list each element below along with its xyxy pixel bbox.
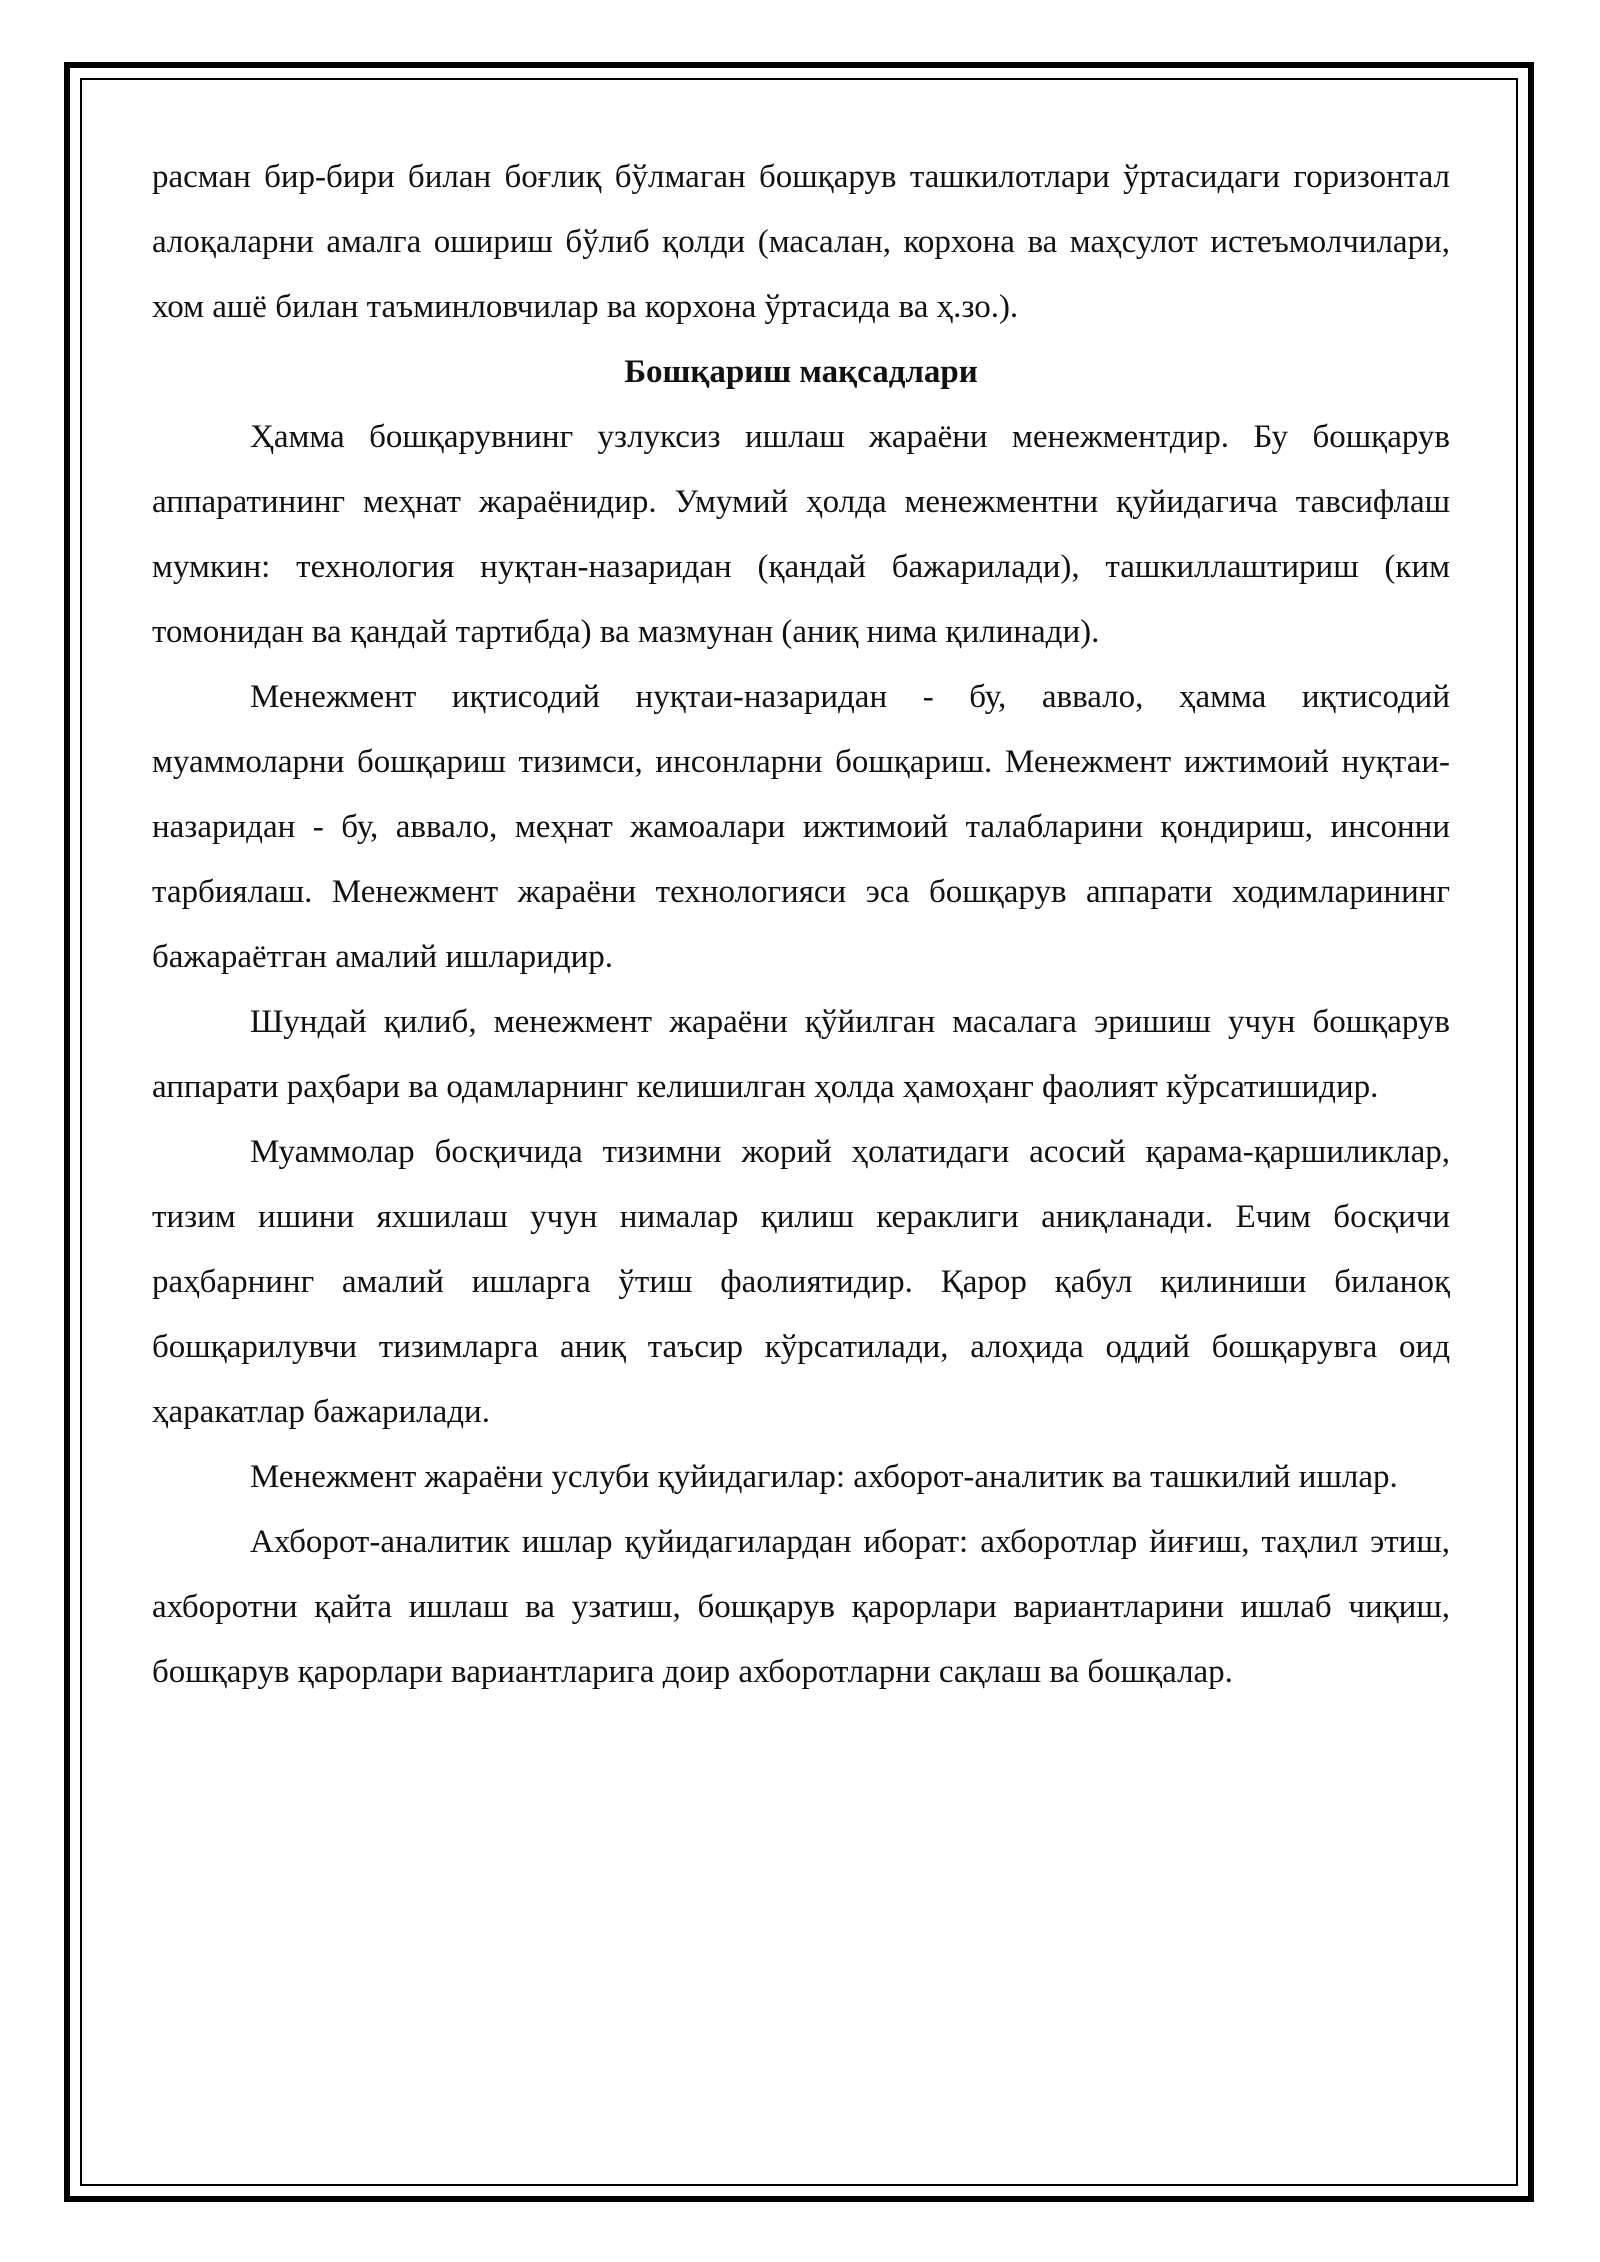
paragraph: Менежмент жараёни услуби қуйидагилар: ахборот-аналитик ва ташкилий ишлар.	[250, 1459, 1398, 1495]
paragraph: Ҳамма бошқарувнинг узлуксиз ишлаш жараёни менежментдир. Бу бошқарув аппаратининг меҳнат жараёнидир. Умумий ҳолда менежментни қуйидагича тавсифлаш мумкин: технология нуқтан-назаридан (қандай бажарилади), ташкиллаштириш (ким томонидан ва қандай тартибда) ва мазмунан (аниқ нима қилинади).	[152, 419, 1450, 650]
paragraph: Шундай қилиб, менежмент жараёни қўйилган масалага эришиш учун бошқарув аппарати раҳбари ва одамларнинг келишилган ҳолда ҳамоҳанг фаолият кўрсатишидир.	[152, 1004, 1450, 1105]
paragraph: Менежмент иқтисодий нуқтаи-назаридан - бу, аввало, ҳамма иқтисодий муаммоларни бошқариш тизимси, инсонларни бошқариш. Менежмент ижтимоий нуқтаи-назаридан - бу, аввало, меҳнат жамоалари ижтимоий талабларини қондириш, инсонни тарбиялаш. Менежмент жараёни технологияси эса бошқарув аппарати ходимларининг бажараётган амалий ишларидир.	[152, 679, 1450, 975]
document-body	[152, 145, 1450, 1705]
paragraph-continuation: расман бир-бири билан боғлиқ бўлмаган бошқарув ташкилотлари ўртасидаги горизонтал алоқаларни амалга ошириш бўлиб қолди (масалан, корхона ва маҳсулот истеъмолчилари, хом ашё билан таъминловчилар ва корхона ўртасида ва ҳ.зо.).	[152, 159, 1450, 325]
paragraph: Муаммолар босқичида тизимни жорий ҳолатидаги асосий қарама-қаршиликлар, тизим ишини яхшилаш учун нималар қилиш кераклиги аниқланади. Ечим босқичи раҳбарнинг амалий ишларга ўтиш фаолиятидир. Қарор қабул қилиниши биланоқ бошқарилувчи тизимларга аниқ таъсир кўрсатилади, алоҳида оддий бошқарувга оид ҳаракатлар бажарилади.	[152, 1134, 1450, 1430]
paragraph: Ахборот-аналитик ишлар қуйидагилардан иборат: ахборотлар йиғиш, таҳлил этиш, ахборотни қайта ишлаш ва узатиш, бошқарув қарорлари вариантларини ишлаб чиқиш, бошқарув қарорлари вариантларига доир ахборотларни сақлаш ва бошқалар.	[152, 1524, 1450, 1690]
section-heading: Бошқариш мақсадлари	[624, 354, 978, 390]
